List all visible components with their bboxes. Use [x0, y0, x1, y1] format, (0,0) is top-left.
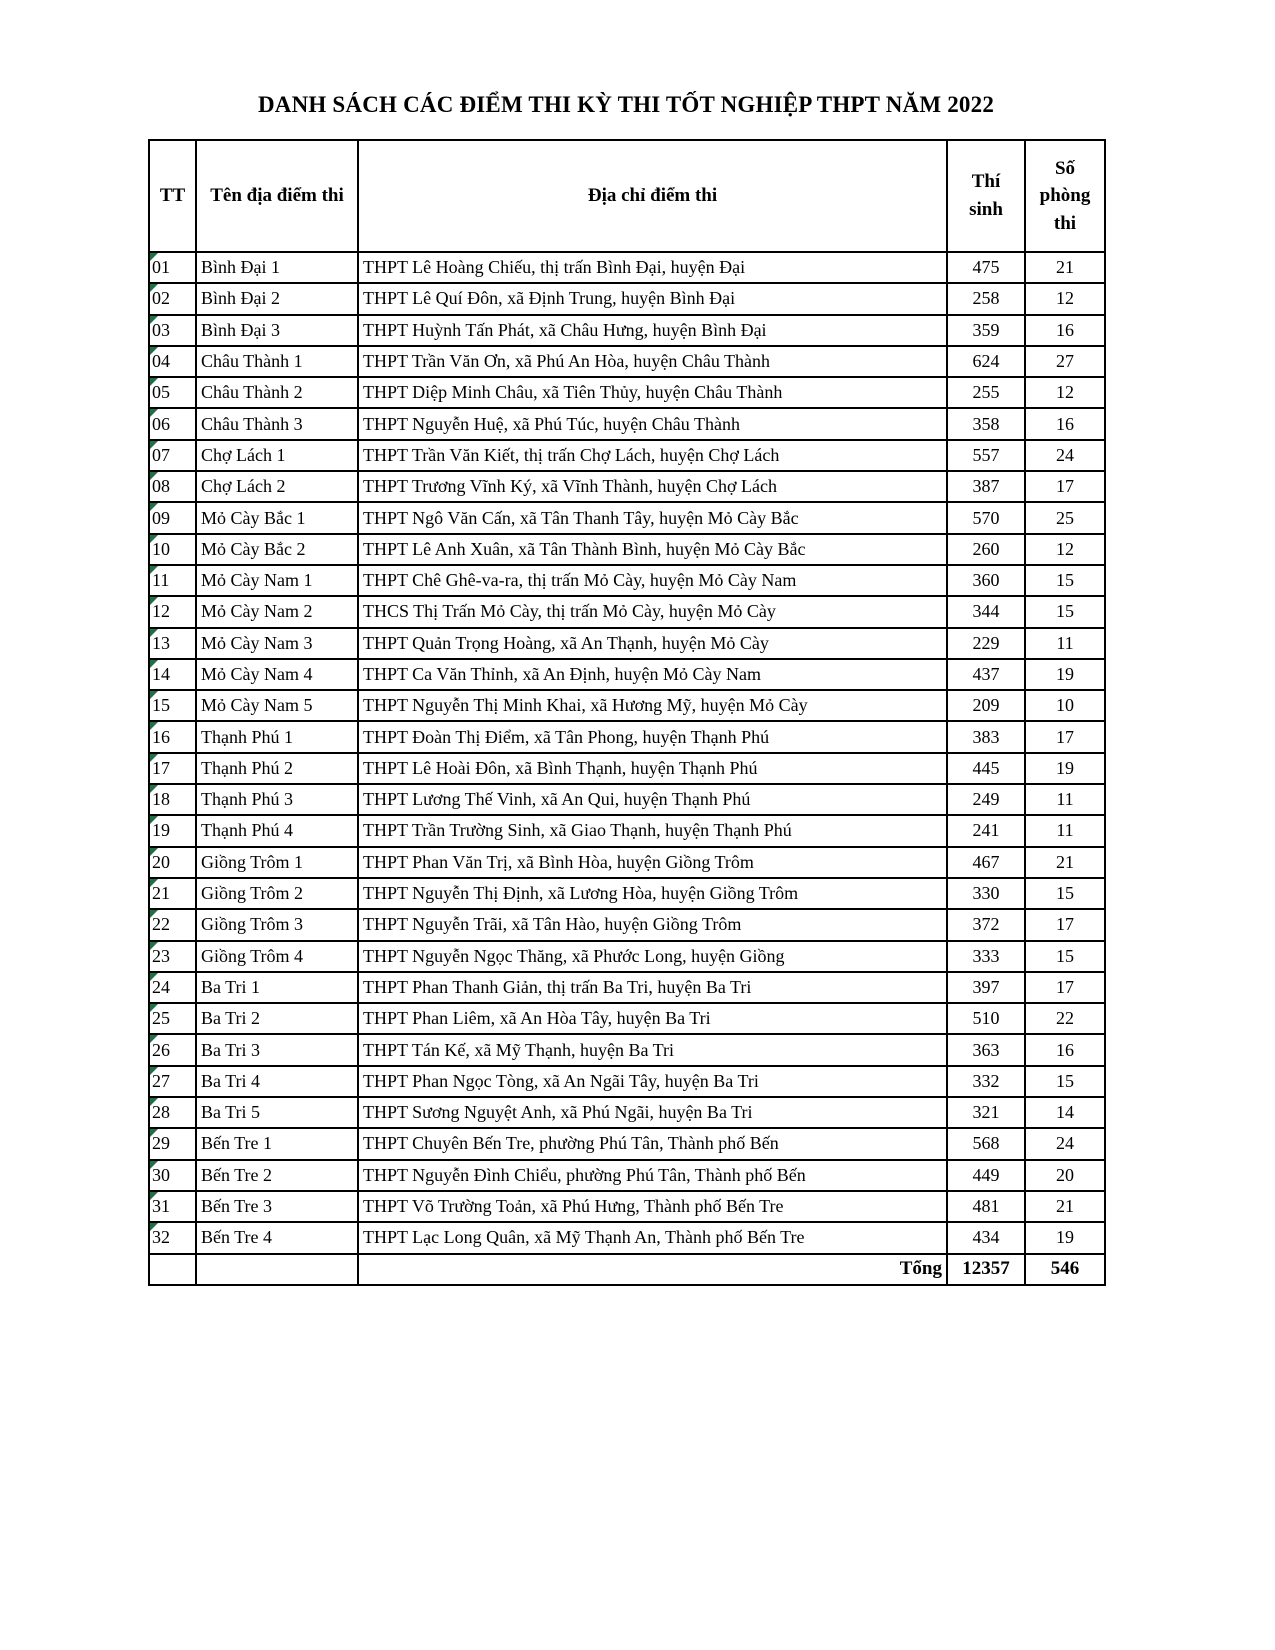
- cell-error-indicator-icon: [150, 535, 158, 543]
- cell-site-name: Mỏ Cày Nam 5: [196, 690, 358, 721]
- cell-rooms: 17: [1025, 471, 1105, 502]
- cell-tt: 20: [149, 847, 196, 878]
- cell-error-indicator-icon: [150, 378, 158, 386]
- table-row: [149, 283, 1105, 314]
- cell-rooms: 22: [1025, 1003, 1105, 1034]
- cell-address: THPT Diệp Minh Châu, xã Tiên Thủy, huyện Châu Thành: [358, 377, 947, 408]
- cell-candidates: 434: [947, 1222, 1025, 1253]
- table-row: [149, 659, 1105, 690]
- cell-rooms: 21: [1025, 1191, 1105, 1222]
- cell-error-indicator-icon: [150, 1004, 158, 1012]
- total-row: [149, 1254, 1105, 1285]
- header-rooms: Số phòng thi: [1025, 140, 1105, 252]
- cell-site-name: Bình Đại 2: [196, 283, 358, 314]
- cell-rooms: 20: [1025, 1160, 1105, 1191]
- cell-tt: 19: [149, 815, 196, 846]
- header-tt: TT: [149, 140, 196, 252]
- table-row: [149, 815, 1105, 846]
- cell-site-name: Ba Tri 5: [196, 1097, 358, 1128]
- cell-rooms: 12: [1025, 534, 1105, 565]
- cell-candidates: 437: [947, 659, 1025, 690]
- cell-address: THPT Nguyễn Trãi, xã Tân Hào, huyện Giồng Trôm: [358, 909, 947, 940]
- cell-tt: 26: [149, 1034, 196, 1065]
- total-empty-name: [196, 1254, 358, 1285]
- cell-address: THPT Đoàn Thị Điểm, xã Tân Phong, huyện Thạnh Phú: [358, 721, 947, 752]
- cell-rooms: 21: [1025, 252, 1105, 283]
- cell-rooms: 12: [1025, 377, 1105, 408]
- cell-error-indicator-icon: [150, 1192, 158, 1200]
- table-footer: [149, 1254, 1105, 1285]
- exam-sites-table: [148, 139, 1106, 1286]
- total-empty-tt: [149, 1254, 196, 1285]
- cell-rooms: 10: [1025, 690, 1105, 721]
- cell-rooms: 16: [1025, 315, 1105, 346]
- cell-error-indicator-icon: [150, 691, 158, 699]
- cell-candidates: 568: [947, 1128, 1025, 1159]
- cell-site-name: Ba Tri 3: [196, 1034, 358, 1065]
- table-row: [149, 628, 1105, 659]
- cell-tt: 31: [149, 1191, 196, 1222]
- cell-candidates: 360: [947, 565, 1025, 596]
- cell-tt: 11: [149, 565, 196, 596]
- cell-rooms: 15: [1025, 565, 1105, 596]
- table-row: [149, 784, 1105, 815]
- header-candidates: Thí sinh: [947, 140, 1025, 252]
- table-row: [149, 690, 1105, 721]
- cell-candidates: 255: [947, 377, 1025, 408]
- cell-site-name: Mỏ Cày Nam 1: [196, 565, 358, 596]
- cell-site-name: Mỏ Cày Bắc 1: [196, 502, 358, 533]
- cell-site-name: Bến Tre 1: [196, 1128, 358, 1159]
- cell-site-name: Thạnh Phú 1: [196, 721, 358, 752]
- cell-error-indicator-icon: [150, 816, 158, 824]
- cell-candidates: 570: [947, 502, 1025, 533]
- cell-site-name: Mỏ Cày Nam 4: [196, 659, 358, 690]
- cell-tt: 16: [149, 721, 196, 752]
- cell-error-indicator-icon: [150, 441, 158, 449]
- cell-error-indicator-icon: [150, 754, 158, 762]
- cell-error-indicator-icon: [150, 284, 158, 292]
- cell-rooms: 15: [1025, 596, 1105, 627]
- cell-candidates: 387: [947, 471, 1025, 502]
- table-row: [149, 346, 1105, 377]
- cell-error-indicator-icon: [150, 1223, 158, 1231]
- cell-error-indicator-icon: [150, 1035, 158, 1043]
- cell-candidates: 624: [947, 346, 1025, 377]
- cell-error-indicator-icon: [150, 1098, 158, 1106]
- cell-tt: 15: [149, 690, 196, 721]
- table-header-row: [149, 140, 1105, 252]
- table-row: [149, 941, 1105, 972]
- cell-error-indicator-icon: [150, 597, 158, 605]
- table-row: [149, 878, 1105, 909]
- cell-error-indicator-icon: [150, 973, 158, 981]
- cell-candidates: 510: [947, 1003, 1025, 1034]
- table-row: [149, 596, 1105, 627]
- cell-site-name: Bến Tre 2: [196, 1160, 358, 1191]
- cell-tt: 07: [149, 440, 196, 471]
- cell-address: THPT Nguyễn Huệ, xã Phú Túc, huyện Châu Thành: [358, 408, 947, 439]
- cell-error-indicator-icon: [150, 1067, 158, 1075]
- cell-tt: 05: [149, 377, 196, 408]
- table-row: [149, 471, 1105, 502]
- cell-address: THPT Quản Trọng Hoàng, xã An Thạnh, huyện Mỏ Cày: [358, 628, 947, 659]
- cell-address: THPT Lương Thế Vinh, xã An Qui, huyện Thạnh Phú: [358, 784, 947, 815]
- cell-site-name: Châu Thành 2: [196, 377, 358, 408]
- cell-site-name: Giồng Trôm 1: [196, 847, 358, 878]
- table-row: [149, 440, 1105, 471]
- cell-site-name: Châu Thành 3: [196, 408, 358, 439]
- cell-candidates: 481: [947, 1191, 1025, 1222]
- table-row: [149, 847, 1105, 878]
- cell-address: THPT Nguyễn Thị Định, xã Lương Hòa, huyện Giồng Trôm: [358, 878, 947, 909]
- cell-rooms: 11: [1025, 784, 1105, 815]
- cell-candidates: 397: [947, 972, 1025, 1003]
- cell-address: THPT Lê Hoài Đôn, xã Bình Thạnh, huyện Thạnh Phú: [358, 753, 947, 784]
- cell-site-name: Ba Tri 4: [196, 1066, 358, 1097]
- table-row: [149, 315, 1105, 346]
- cell-error-indicator-icon: [150, 1161, 158, 1169]
- cell-tt: 21: [149, 878, 196, 909]
- cell-tt: 14: [149, 659, 196, 690]
- table-row: [149, 1191, 1105, 1222]
- cell-error-indicator-icon: [150, 566, 158, 574]
- cell-address: THPT Lạc Long Quân, xã Mỹ Thạnh An, Thành phố Bến Tre: [358, 1222, 947, 1253]
- header-site-name: Tên địa điểm thi: [196, 140, 358, 252]
- cell-rooms: 15: [1025, 1066, 1105, 1097]
- cell-address: THPT Phan Thanh Giản, thị trấn Ba Tri, huyện Ba Tri: [358, 972, 947, 1003]
- cell-site-name: Chợ Lách 1: [196, 440, 358, 471]
- cell-site-name: Bình Đại 3: [196, 315, 358, 346]
- cell-error-indicator-icon: [150, 660, 158, 668]
- table-row: [149, 909, 1105, 940]
- table-row: [149, 1160, 1105, 1191]
- cell-rooms: 15: [1025, 941, 1105, 972]
- cell-tt: 12: [149, 596, 196, 627]
- cell-site-name: Thạnh Phú 3: [196, 784, 358, 815]
- cell-rooms: 16: [1025, 1034, 1105, 1065]
- cell-error-indicator-icon: [150, 1129, 158, 1137]
- cell-tt: 17: [149, 753, 196, 784]
- cell-address: THPT Lê Quí Đôn, xã Định Trung, huyện Bình Đại: [358, 283, 947, 314]
- total-candidates: 12357: [947, 1254, 1025, 1285]
- table-row: [149, 377, 1105, 408]
- cell-error-indicator-icon: [150, 629, 158, 637]
- cell-error-indicator-icon: [150, 347, 158, 355]
- cell-error-indicator-icon: [150, 472, 158, 480]
- cell-site-name: Ba Tri 2: [196, 1003, 358, 1034]
- cell-address: THPT Lê Hoàng Chiếu, thị trấn Bình Đại, huyện Đại: [358, 252, 947, 283]
- cell-site-name: Thạnh Phú 4: [196, 815, 358, 846]
- cell-address: THPT Trần Trường Sinh, xã Giao Thạnh, huyện Thạnh Phú: [358, 815, 947, 846]
- cell-candidates: 241: [947, 815, 1025, 846]
- cell-tt: 22: [149, 909, 196, 940]
- total-rooms: 546: [1025, 1254, 1105, 1285]
- cell-site-name: Mỏ Cày Nam 2: [196, 596, 358, 627]
- cell-tt: 06: [149, 408, 196, 439]
- cell-address: THPT Phan Ngọc Tòng, xã An Ngãi Tây, huyện Ba Tri: [358, 1066, 947, 1097]
- table-row: [149, 1003, 1105, 1034]
- cell-address: THPT Tán Kế, xã Mỹ Thạnh, huyện Ba Tri: [358, 1034, 947, 1065]
- table-row: [149, 972, 1105, 1003]
- table-row: [149, 1034, 1105, 1065]
- cell-tt: 09: [149, 502, 196, 533]
- cell-error-indicator-icon: [150, 503, 158, 511]
- cell-address: THPT Trần Văn Kiết, thị trấn Chợ Lách, huyện Chợ Lách: [358, 440, 947, 471]
- cell-address: THPT Trương Vĩnh Ký, xã Vĩnh Thành, huyện Chợ Lách: [358, 471, 947, 502]
- cell-error-indicator-icon: [150, 942, 158, 950]
- table-header: [149, 140, 1105, 252]
- cell-candidates: 372: [947, 909, 1025, 940]
- cell-tt: 01: [149, 252, 196, 283]
- cell-candidates: 260: [947, 534, 1025, 565]
- cell-rooms: 21: [1025, 847, 1105, 878]
- cell-site-name: Bình Đại 1: [196, 252, 358, 283]
- cell-site-name: Mỏ Cày Nam 3: [196, 628, 358, 659]
- cell-error-indicator-icon: [150, 848, 158, 856]
- cell-rooms: 24: [1025, 440, 1105, 471]
- cell-address: THPT Ngô Văn Cấn, xã Tân Thanh Tây, huyện Mỏ Cày Bắc: [358, 502, 947, 533]
- table-body: [149, 252, 1105, 1254]
- cell-rooms: 24: [1025, 1128, 1105, 1159]
- cell-error-indicator-icon: [150, 785, 158, 793]
- cell-candidates: 333: [947, 941, 1025, 972]
- cell-address: THPT Lê Anh Xuân, xã Tân Thành Bình, huyện Mỏ Cày Bắc: [358, 534, 947, 565]
- cell-site-name: Chợ Lách 2: [196, 471, 358, 502]
- cell-candidates: 557: [947, 440, 1025, 471]
- table-row: [149, 534, 1105, 565]
- cell-address: THPT Trần Văn Ơn, xã Phú An Hòa, huyện Châu Thành: [358, 346, 947, 377]
- cell-candidates: 344: [947, 596, 1025, 627]
- cell-site-name: Giồng Trôm 2: [196, 878, 358, 909]
- table-row: [149, 502, 1105, 533]
- cell-candidates: 209: [947, 690, 1025, 721]
- table-row: [149, 408, 1105, 439]
- table-row: [149, 1066, 1105, 1097]
- cell-address: THPT Nguyễn Đình Chiểu, phường Phú Tân, Thành phố Bến: [358, 1160, 947, 1191]
- cell-error-indicator-icon: [150, 253, 158, 261]
- total-label: Tổng: [358, 1254, 947, 1285]
- cell-rooms: 17: [1025, 972, 1105, 1003]
- cell-rooms: 12: [1025, 283, 1105, 314]
- cell-candidates: 363: [947, 1034, 1025, 1065]
- cell-tt: 10: [149, 534, 196, 565]
- cell-address: THPT Võ Trường Toản, xã Phú Hưng, Thành phố Bến Tre: [358, 1191, 947, 1222]
- cell-address: THPT Phan Liêm, xã An Hòa Tây, huyện Ba Tri: [358, 1003, 947, 1034]
- table-row: [149, 1128, 1105, 1159]
- cell-rooms: 17: [1025, 721, 1105, 752]
- cell-candidates: 321: [947, 1097, 1025, 1128]
- cell-address: THPT Chuyên Bến Tre, phường Phú Tân, Thành phố Bến: [358, 1128, 947, 1159]
- cell-site-name: Giồng Trôm 3: [196, 909, 358, 940]
- cell-error-indicator-icon: [150, 879, 158, 887]
- cell-candidates: 445: [947, 753, 1025, 784]
- cell-error-indicator-icon: [150, 910, 158, 918]
- table-row: [149, 565, 1105, 596]
- cell-site-name: Châu Thành 1: [196, 346, 358, 377]
- cell-tt: 03: [149, 315, 196, 346]
- cell-candidates: 359: [947, 315, 1025, 346]
- cell-address: THPT Phan Văn Trị, xã Bình Hòa, huyện Giồng Trôm: [358, 847, 947, 878]
- table-row: [149, 1097, 1105, 1128]
- cell-rooms: 11: [1025, 815, 1105, 846]
- cell-candidates: 449: [947, 1160, 1025, 1191]
- cell-rooms: 19: [1025, 753, 1105, 784]
- cell-tt: 23: [149, 941, 196, 972]
- cell-tt: 24: [149, 972, 196, 1003]
- cell-rooms: 16: [1025, 408, 1105, 439]
- cell-candidates: 330: [947, 878, 1025, 909]
- cell-address: THPT Sương Nguyệt Anh, xã Phú Ngãi, huyện Ba Tri: [358, 1097, 947, 1128]
- cell-rooms: 15: [1025, 878, 1105, 909]
- cell-rooms: 11: [1025, 628, 1105, 659]
- cell-site-name: Bến Tre 3: [196, 1191, 358, 1222]
- cell-site-name: Giồng Trôm 4: [196, 941, 358, 972]
- cell-tt: 04: [149, 346, 196, 377]
- cell-address: THPT Chê Ghê-va-ra, thị trấn Mỏ Cày, huyện Mỏ Cày Nam: [358, 565, 947, 596]
- cell-rooms: 27: [1025, 346, 1105, 377]
- cell-address: THPT Nguyễn Ngọc Thăng, xã Phước Long, huyện Giồng: [358, 941, 947, 972]
- table-row: [149, 753, 1105, 784]
- cell-tt: 28: [149, 1097, 196, 1128]
- cell-address: THCS Thị Trấn Mỏ Cày, thị trấn Mỏ Cày, huyện Mỏ Cày: [358, 596, 947, 627]
- cell-error-indicator-icon: [150, 316, 158, 324]
- cell-candidates: 358: [947, 408, 1025, 439]
- cell-rooms: 25: [1025, 502, 1105, 533]
- cell-tt: 25: [149, 1003, 196, 1034]
- cell-tt: 13: [149, 628, 196, 659]
- cell-tt: 18: [149, 784, 196, 815]
- cell-address: THPT Nguyễn Thị Minh Khai, xã Hương Mỹ, huyện Mỏ Cày: [358, 690, 947, 721]
- cell-tt: 08: [149, 471, 196, 502]
- cell-rooms: 17: [1025, 909, 1105, 940]
- cell-tt: 27: [149, 1066, 196, 1097]
- cell-site-name: Thạnh Phú 2: [196, 753, 358, 784]
- cell-tt: 02: [149, 283, 196, 314]
- cell-address: THPT Huỳnh Tấn Phát, xã Châu Hưng, huyện Bình Đại: [358, 315, 947, 346]
- page-title: DANH SÁCH CÁC ĐIỂM THI KỲ THI TỐT NGHIỆP THPT NĂM 2022: [257, 92, 995, 117]
- cell-rooms: 19: [1025, 1222, 1105, 1253]
- cell-candidates: 229: [947, 628, 1025, 659]
- cell-site-name: Bến Tre 4: [196, 1222, 358, 1253]
- table-row: [149, 721, 1105, 752]
- cell-rooms: 19: [1025, 659, 1105, 690]
- cell-address: THPT Ca Văn Thỉnh, xã An Định, huyện Mỏ Cày Nam: [358, 659, 947, 690]
- cell-site-name: Mỏ Cày Bắc 2: [196, 534, 358, 565]
- table-row: [149, 252, 1105, 283]
- cell-error-indicator-icon: [150, 409, 158, 417]
- cell-site-name: Ba Tri 1: [196, 972, 358, 1003]
- cell-candidates: 249: [947, 784, 1025, 815]
- cell-candidates: 383: [947, 721, 1025, 752]
- cell-tt: 29: [149, 1128, 196, 1159]
- cell-candidates: 258: [947, 283, 1025, 314]
- cell-candidates: 332: [947, 1066, 1025, 1097]
- cell-rooms: 14: [1025, 1097, 1105, 1128]
- header-address: Địa chỉ điểm thi: [358, 140, 947, 252]
- cell-candidates: 467: [947, 847, 1025, 878]
- table-row: [149, 1222, 1105, 1253]
- cell-tt: 32: [149, 1222, 196, 1253]
- cell-candidates: 475: [947, 252, 1025, 283]
- cell-tt: 30: [149, 1160, 196, 1191]
- cell-error-indicator-icon: [150, 722, 158, 730]
